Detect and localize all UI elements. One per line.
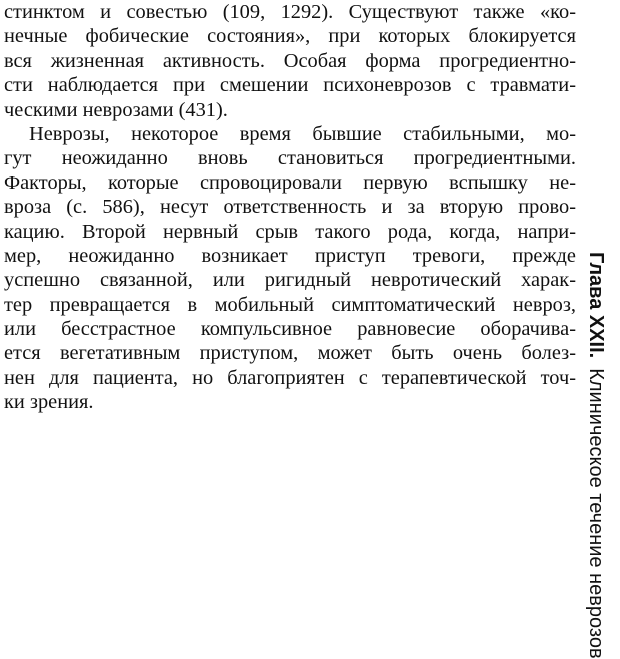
text-line: ки зрения. xyxy=(4,391,94,414)
text-line: успешно связанной, или ригидный невротический харак- xyxy=(4,269,576,292)
text-line: ется вегетативным приступом, может быть очень болез- xyxy=(4,342,576,365)
text-line: стинктом и совестью (109, 1292). Существуют также «ко- xyxy=(4,1,576,23)
running-header xyxy=(584,252,608,659)
paragraph-1 xyxy=(4,0,576,122)
text-line: или бесстрастное компульсивное равновесие оборачива- xyxy=(4,318,576,341)
text-line: ческими неврозами (431). xyxy=(4,98,228,121)
text-line: вся жизненная активность. Особая форма прогредиентно- xyxy=(4,49,576,72)
paragraph-2 xyxy=(4,122,576,415)
text-line: гут неожиданно вновь становиться прогредиентными. xyxy=(4,147,576,170)
body-text xyxy=(4,0,576,415)
text-line: нечные фобические состояния», при которых блокируется xyxy=(4,25,576,48)
text-line: Неврозы, некоторое время бывшие стабильными, мо- xyxy=(29,122,576,145)
text-line: нен для пациента, но благоприятен с терапевтической точ- xyxy=(4,366,576,389)
text-line: тер превращается в мобильный симптоматический невроз, xyxy=(4,293,576,316)
chapter-title: Клиническое течение неврозов xyxy=(585,368,607,659)
text-line: Факторы, которые спровоцировали первую вспышку не- xyxy=(4,171,576,194)
text-line: вроза (с. 586), несут ответственность и за вторую прово- xyxy=(4,196,576,219)
text-line: мер, неожиданно возникает приступ тревоги, прежде xyxy=(4,244,576,267)
text-line: кацию. Второй нервный срыв такого рода, когда, напри- xyxy=(4,220,576,243)
text-line: сти наблюдается при смешении психоневрозов с травмати- xyxy=(4,74,576,97)
chapter-label: Глава XXII. xyxy=(585,252,607,359)
